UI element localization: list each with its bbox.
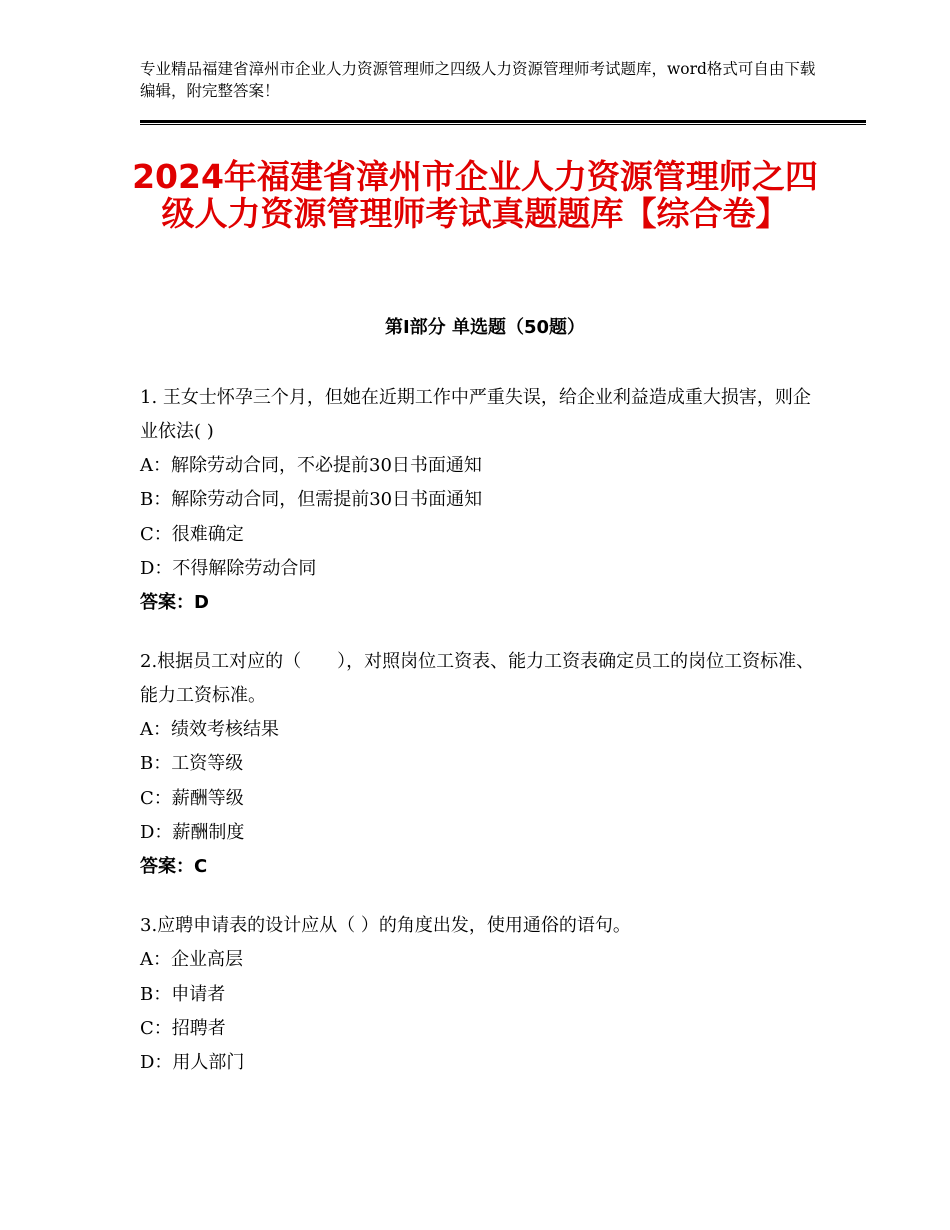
option-a: A：企业高层 [140, 949, 243, 971]
header-divider [140, 120, 866, 125]
option-d: D：薪酬制度 [140, 822, 245, 844]
option-d: D：不得解除劳动合同 [140, 557, 317, 579]
option-b: B：解除劳动合同，但需提前30日书面通知 [140, 489, 483, 511]
question-stem: 3.应聘申请表的设计应从（ ）的角度出发，使用通俗的语句。 [140, 915, 631, 937]
option-a: A：绩效考核结果 [140, 719, 279, 741]
header-note: 专业精品福建省漳州市企业人力资源管理师之四级人力资源管理师考试题库，word格式可自由下载编辑，附完整答案！ [140, 60, 816, 100]
option-d: D：用人部门 [140, 1052, 245, 1074]
answer-label: 答案：D [140, 592, 209, 614]
option-a: A：解除劳动合同，不必提前30日书面通知 [140, 455, 482, 476]
question-list [140, 381, 820, 1106]
option-c: C：招聘者 [140, 1017, 226, 1039]
question-2 [140, 645, 820, 884]
section-title: 第Ⅰ部分 单选题（50题） [384, 317, 585, 338]
answer-label: 答案：C [140, 856, 208, 878]
option-b: B：工资等级 [140, 753, 244, 775]
option-c: C：薪酬等级 [140, 787, 244, 809]
option-b: B：申请者 [140, 983, 226, 1005]
option-c: C：很难确定 [140, 523, 244, 545]
question-stem: 2.根据员工对应的（ ），对照岗位工资表、能力工资表确定员工的岗位工资标准、能力工资标准。 [140, 651, 815, 707]
question-1 [140, 381, 820, 620]
question-3 [140, 909, 820, 1080]
document-title: 2024年福建省漳州市企业人力资源管理师之四级人力资源管理师考试真题题库【综合卷】 [132, 157, 818, 233]
question-stem: 1. 王女士怀孕三个月，但她在近期工作中严重失误，给企业利益造成重大损害，则企业依法( ) [140, 387, 811, 442]
